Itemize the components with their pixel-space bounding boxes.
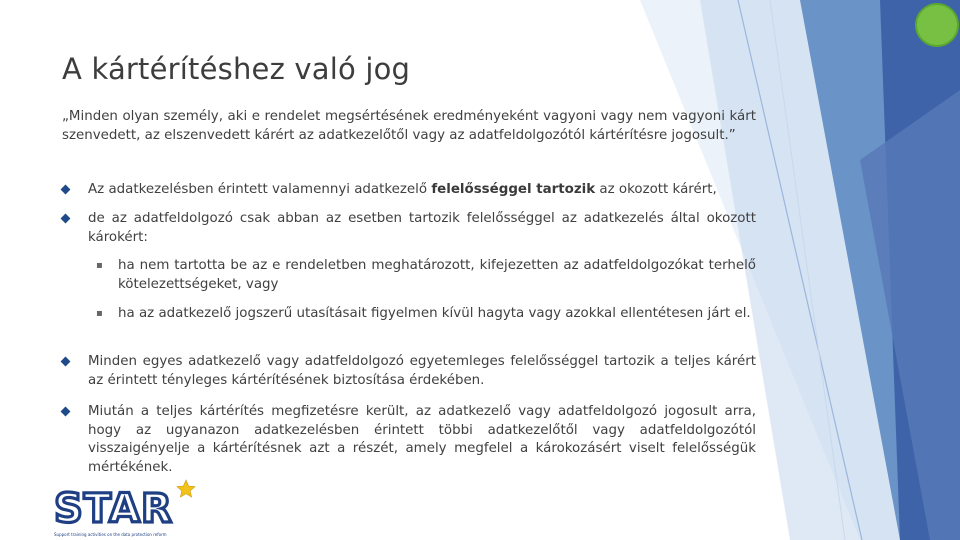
quote-text: „Minden olyan személy, aki e rendelet megsértésének eredményeként vagyoni vagy nem vagyoni kárt szenvedett, az elszenvedett kárért az adatkezelőtől vagy az adatfeldolgozótól kártérítésre jogosult.” [62,109,756,143]
bullet-3 [62,353,756,390]
subbullet-2 [92,305,756,324]
logo-tagline: Support training activities on the data protection reform [54,532,167,537]
bullet-1 [62,181,756,200]
bullet-1-text: Az adatkezelésben érintett valamennyi adatkezelő felelősséggel tartozik az okozott kárért, [88,182,717,197]
bullet-2-text: de az adatfeldolgozó csak abban az esetben tartozik felelősséggel az adatkezelés által okozott károkért: [88,211,756,245]
bullet-4 [62,403,756,477]
bold-phrase: felelősséggel tartozik [431,182,596,197]
bullet-4-text: Miután a teljes kártérítés megfizetésre került, az adatkezelő vagy adatfeldolgozó jogosult arra, hogy az ugyanazon adatkezelésben érintett többi adatkezelőtől vagy adatfeldolgozótól visszaigényelje a kártérítésnek azt a részét, amely megfelel a károkozásért viselt felelősségük mértékének. [88,404,756,475]
logo-star-icon [177,480,195,497]
bullet-diamond-icon [61,185,71,195]
bullet-diamond-icon [61,214,71,224]
bullet-2 [62,210,756,247]
logo-wordmark: STAR [54,486,173,532]
subbullet-1-text: ha nem tartotta be az e rendeletben meghatározott, kifejezetten az adatfeldolgozókat terhelő kötelezettségeket, vagy [118,258,756,292]
subbullet-2-text: ha az adatkezelő jogszerű utasításait figyelmen kívül hagyta vagy azokkal ellentétesen járt el. [118,306,751,321]
green-circle [915,3,959,47]
subbullet-1 [92,257,756,294]
square-bullet-icon: ▪ [96,260,103,271]
bullet-diamond-icon [61,357,71,367]
star-logo [52,478,202,538]
bullet-3-text: Minden egyes adatkezelő vagy adatfeldolgozó egyetemleges felelősséggel tartozik a teljes kárért az érintett tényleges kártérítésének biztosítása érdekében. [88,354,756,388]
square-bullet-icon: ▪ [96,308,103,319]
slide-title: A kártérítéshez való jog [62,52,411,86]
bullet-diamond-icon [61,407,71,417]
